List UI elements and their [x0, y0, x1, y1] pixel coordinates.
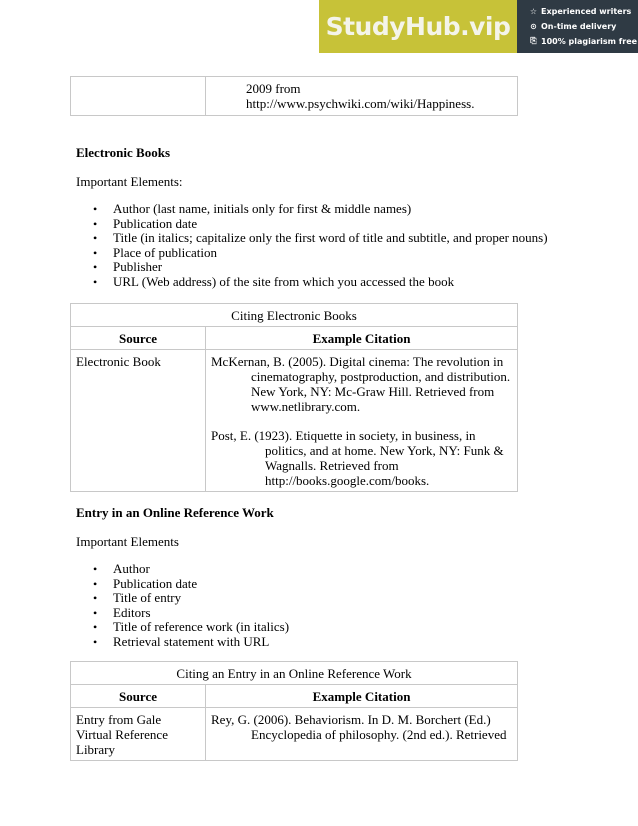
document-icon: ⎘: [530, 36, 537, 45]
ebooks-citation-table: [70, 303, 518, 492]
table-row: [71, 77, 518, 116]
list-item: • URL (Web address) of the site from which you accessed the book: [76, 275, 548, 290]
column-header-example: Example Citation: [206, 685, 518, 708]
table-caption: Citing an Entry in an Online Reference Work: [71, 662, 518, 685]
column-header-example: Example Citation: [206, 327, 518, 350]
citation-line: 2009 from: [246, 81, 301, 96]
list-item: • Title (in italics; capitalize only the first word of title and subtitle, and proper nouns): [76, 231, 548, 246]
list-item: • Retrieval statement with URL: [76, 635, 289, 650]
studyhub-banner[interactable]: [319, 0, 638, 53]
list-item: • Author: [76, 562, 289, 577]
citation-cell: [206, 708, 518, 761]
section-heading-electronic-books: Electronic Books: [76, 145, 171, 160]
list-item: • Author (last name, initials only for first & middle names): [76, 202, 548, 217]
list-item: • Title of reference work (in italics): [76, 620, 289, 635]
citation-entry: Post, E. (1923). Etiquette in society, in business, in politics, and at home. New York, NY: Funk & Wagnalls. Retrieved from http://books.google.com/books.: [211, 428, 504, 488]
clock-icon: ⊙: [530, 21, 537, 31]
list-item: • Publication date: [76, 217, 548, 232]
perk-item: [529, 19, 637, 33]
reference-citation-table: [70, 661, 518, 761]
list-item: • Place of publication: [76, 246, 548, 261]
list-item: • Editors: [76, 606, 289, 621]
perk-item: [529, 4, 637, 18]
perk-text: Experienced writers: [541, 6, 632, 16]
section-heading-online-reference: Entry in an Online Reference Work: [76, 505, 274, 520]
reference-elements-list: [76, 562, 289, 649]
list-item: • Publisher: [76, 260, 548, 275]
source-cell: Entry from Gale Virtual Reference Library: [71, 708, 206, 761]
perk-item: [529, 34, 637, 48]
brand-logo[interactable]: [319, 0, 517, 53]
continuation-table: [70, 76, 518, 116]
table-row: [71, 350, 518, 492]
ebooks-elements-list: [76, 202, 548, 289]
table-header-row: [71, 327, 518, 350]
list-item: • Title of entry: [76, 591, 289, 606]
table-caption-row: [71, 304, 518, 327]
citation-entry: Rey, G. (2006). Behaviorism. In D. M. Borchert (Ed.) Encyclopedia of philosophy. (2nd ed.). Retrieved: [211, 712, 507, 742]
citation-url: http://www.psychwiki.com/wiki/Happiness.: [246, 96, 475, 111]
important-elements-label: Important Elements:: [76, 174, 183, 189]
table-caption: Citing Electronic Books: [71, 304, 518, 327]
perk-text: 100% plagiarism free: [541, 36, 638, 46]
table-header-row: [71, 685, 518, 708]
table-cell-citation: [206, 77, 518, 116]
column-header-source: Source: [71, 327, 206, 350]
source-cell: Electronic Book: [71, 350, 206, 492]
star-icon: ☆: [529, 6, 538, 16]
table-caption-row: [71, 662, 518, 685]
perks-list: [517, 0, 637, 53]
citation-cell: [206, 350, 518, 492]
table-cell-empty: [71, 77, 206, 116]
important-elements-label: Important Elements: [76, 534, 179, 549]
table-row: [71, 708, 518, 761]
perk-text: On-time delivery: [541, 21, 617, 31]
column-header-source: Source: [71, 685, 206, 708]
brand-name: StudyHub.vip: [325, 12, 511, 41]
list-item: • Publication date: [76, 577, 289, 592]
citation-entry: McKernan, B. (2005). Digital cinema: The revolution in cinematography, postproduction, and distribution. New York, NY: Mc-Graw Hill. Retrieved from www.netlibrary.com.: [211, 354, 511, 414]
